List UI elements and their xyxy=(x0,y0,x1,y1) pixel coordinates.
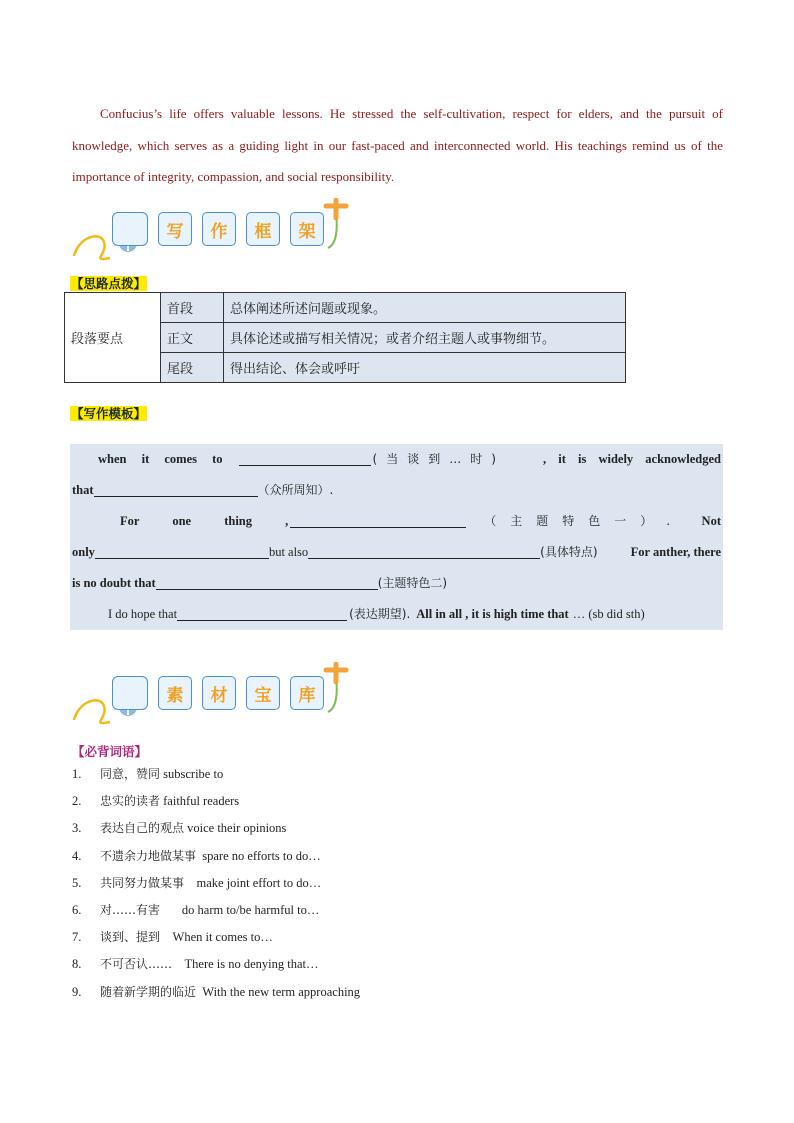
fill-blank xyxy=(95,546,269,559)
banner-char: 库 xyxy=(290,676,324,710)
template-line: that （众所周知）. xyxy=(72,483,334,497)
banner-char: 框 xyxy=(246,212,280,246)
list-item: 7. 谈到、提到 When it comes to… xyxy=(72,930,273,945)
banner-circle-tile xyxy=(112,212,148,246)
section-heading-thinking: 【思路点拨】 xyxy=(71,276,147,291)
fill-blank xyxy=(239,453,371,466)
intro-paragraph: Confucius’s life offers valuable lessons. He stressed the self-cultivation, respect for elders, and the pursuit of knowledge, which serves as a guiding light in our fast-paced and interconnected world. His teachings remind us of the importance of integrity, compassion, and social responsibility. xyxy=(72,106,723,184)
fill-blank xyxy=(308,546,540,559)
section-banner-writing-framework xyxy=(70,198,370,254)
template-line: only but also (具体特点) For anther, there xyxy=(72,545,721,559)
banner-char: 宝 xyxy=(246,676,280,710)
writing-template-block xyxy=(70,444,723,630)
template-line: I do hope that (表达期望). All in all , it is high time that … (sb did sth) xyxy=(108,607,645,621)
fill-blank xyxy=(156,577,378,590)
table-cell-part: 首段 xyxy=(161,293,224,323)
table-cell-part: 正文 xyxy=(161,323,224,353)
list-item: 8. 不可否认…… There is no denying that… xyxy=(72,957,319,972)
banner-circle-tile xyxy=(112,676,148,710)
banner-char: 作 xyxy=(202,212,236,246)
banner-char: 写 xyxy=(158,212,192,246)
list-item: 1. 同意，赞同 subscribe to xyxy=(72,767,224,781)
section-heading-vocab: 【必背词语】 xyxy=(72,744,148,759)
list-item: 2. 忠实的读者 faithful readers xyxy=(72,794,240,809)
table-cell-content: 得出结论、体会或呼吁 xyxy=(224,353,626,383)
list-item: 5. 共同努力做某事 make joint effort to do… xyxy=(72,875,322,890)
template-line: when it comes to (当谈到…时) , it is widely acknowledged xyxy=(98,452,721,466)
fill-blank xyxy=(94,484,258,497)
table-row xyxy=(65,293,626,323)
banner-char: 素 xyxy=(158,676,192,710)
template-line: For one thing , （主题特色一）. Not xyxy=(120,514,721,528)
template-line: is no doubt that (主题特色二) xyxy=(72,576,448,590)
paragraph-structure-table xyxy=(64,292,626,383)
table-cell-part: 尾段 xyxy=(161,353,224,383)
section-heading-template: 【写作模板】 xyxy=(71,406,147,421)
list-item: 3. 表达自己的观点 voice their opinions xyxy=(72,821,287,836)
fill-blank xyxy=(290,515,466,528)
list-item: 6. 对……有害 do harm to/be harmful to… xyxy=(72,902,320,917)
list-item: 9. 随着新学期的临近 With the new term approaching xyxy=(72,984,361,999)
list-item: 4. 不遗余力地做某事 spare no efforts to do… xyxy=(72,848,321,863)
vocab-list xyxy=(72,766,360,1011)
table-cell-content: 具体论述或描写相关情况；或者介绍主题人或事物细节。 xyxy=(224,323,626,353)
section-banner-material-library xyxy=(70,662,370,718)
banner-char: 架 xyxy=(290,212,324,246)
banner-char: 材 xyxy=(202,676,236,710)
table-cell-content: 总体阐述所述问题或现象。 xyxy=(224,293,626,323)
fill-blank xyxy=(177,608,347,621)
table-group-label: 段落要点 xyxy=(65,293,161,383)
